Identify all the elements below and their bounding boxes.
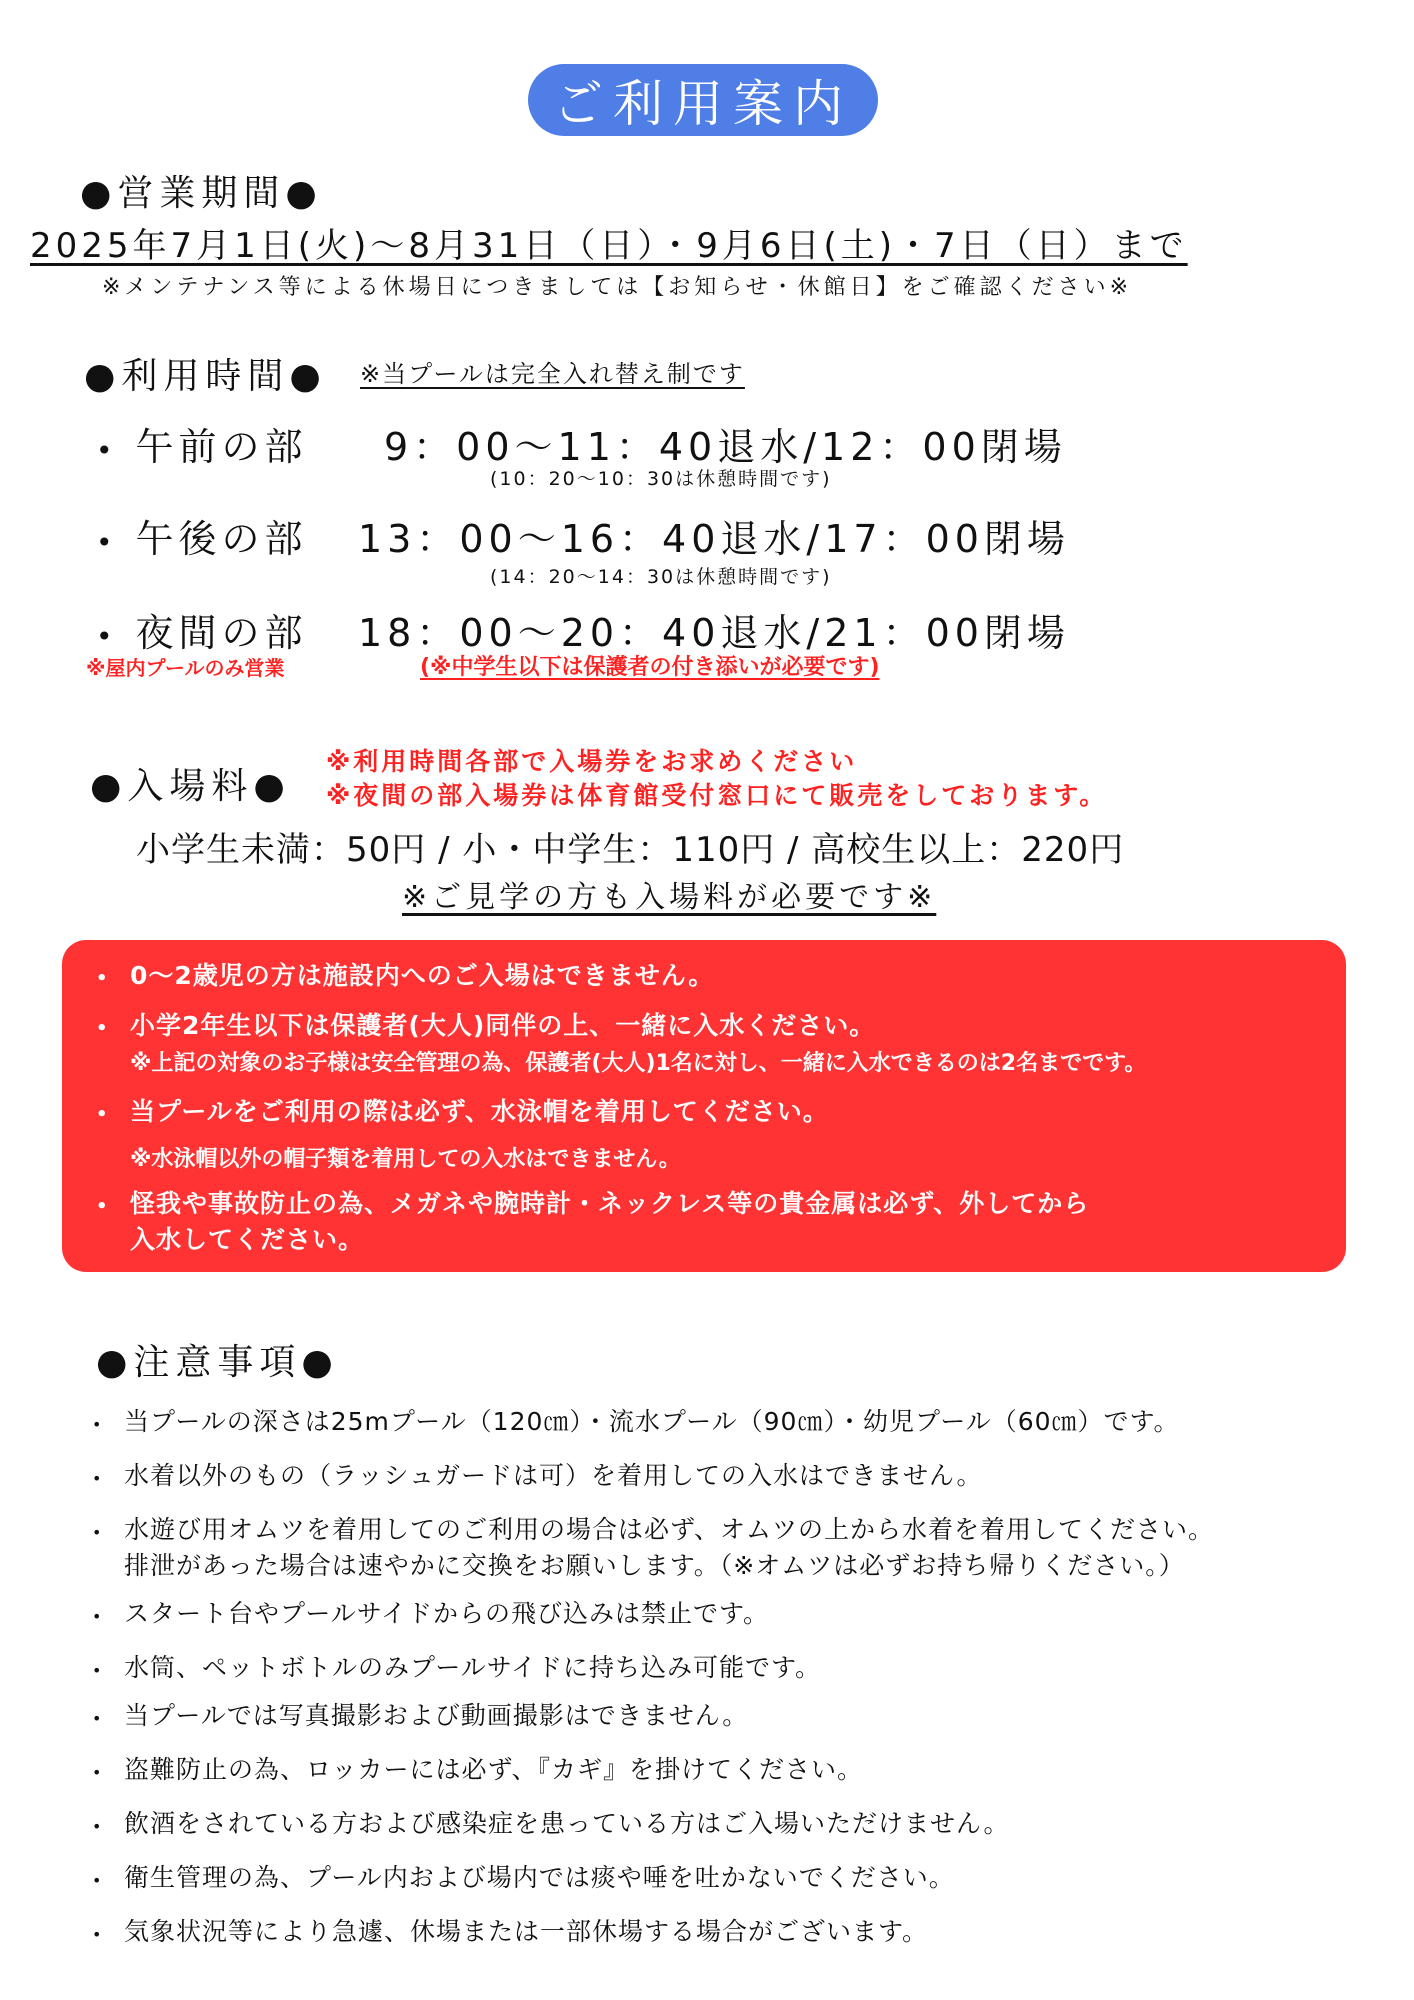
cautions-heading: ●注意事項● [96,1342,339,1383]
session-night [96,602,308,657]
period-heading: ●営業期間● [80,173,323,214]
caution-item: • 当プールの深さは25mプール（120㎝）・流水プール（90㎝）・幼児プール（60㎝）です。 [92,1407,1180,1436]
session-name: 夜間の部 [135,611,308,655]
bullet-icon: • [96,526,118,559]
bullet-icon: • [92,1607,103,1626]
session-break: (10：20～10：30は休憩時間です) [490,468,832,490]
bullet-icon: • [92,1709,103,1728]
bullet-icon: • [96,1104,109,1125]
bullet-icon: • [92,1469,103,1488]
caution-item: • 気象状況等により急遽、休場または一部休場する場合がございます。 [92,1917,929,1946]
bullet-icon: • [96,620,118,653]
session-name: 午後の部 [135,517,308,561]
session-time: 9：00～11：40退水/12：00閉場 [384,425,1067,469]
bullet-icon: • [92,1763,103,1782]
session-afternoon [96,508,308,563]
hours-heading: ●利用時間● [84,356,327,397]
warning-box [62,940,1346,1272]
caution-item: • 盗難防止の為、ロッカーには必ず、『カギ』を掛けてください。 [92,1755,864,1784]
hours-note: ※当プールは完全入れ替え制です [360,360,745,388]
warning-item-cont: 入水してください。 [130,1225,365,1254]
session-name: 午前の部 [135,425,308,469]
bullet-icon: • [96,968,109,989]
fees-red-note-1: ※利用時間各部で入場券をお求めください [326,747,858,776]
fees-heading: ●入場料● [90,766,291,807]
warning-item: • 小学2年生以下は保護者(大人)同伴の上、一緒に入水ください。 [96,1011,876,1040]
period-dates: 2025年7月1日(火)～8月31日（日）・9月6日(土)・7日（日）まで [30,226,1188,266]
warning-item: • 当プールをご利用の際は必ず、水泳帽を着用してください。 [96,1097,829,1126]
warning-subnote: ※水泳帽以外の帽子類を着用しての入水はできません。 [130,1147,681,1172]
caution-item: • スタート台やプールサイドからの飛び込みは禁止です。 [92,1599,770,1628]
fees-note: ※ご見学の方も入場料が必要です※ [402,880,937,915]
bullet-icon: • [96,434,118,467]
session-morning [96,416,308,471]
bullet-icon: • [92,1415,103,1434]
session-break: (14：20～14：30は休憩時間です) [490,566,832,588]
night-guardian-note: (※中学生以下は保護者の付き添いが必要です) [420,655,880,680]
caution-item: • 飲酒をされている方および感染症を患っている方はご入場いただけません。 [92,1809,1010,1838]
bullet-icon: • [96,1196,109,1217]
caution-item: • 水遊び用オムツを着用してのご利用の場合は必ず、オムツの上から水着を着用してください。 [92,1515,1215,1544]
bullet-icon: • [92,1871,103,1890]
page-title: ご利用案内 [528,64,878,136]
bullet-icon: • [92,1523,103,1542]
bullet-icon: • [92,1661,103,1680]
session-time: 18：00～20：40退水/21：00閉場 [358,611,1070,655]
period-note: ※メンテナンス等による休場日につきましては【お知らせ・休館日】をご確認ください※ [102,275,1133,300]
bullet-icon: • [92,1925,103,1944]
session-time: 13：00～16：40退水/17：00閉場 [358,517,1070,561]
warning-item: • 怪我や事故防止の為、メガネや腕時計・ネックレス等の貴金属は必ず、外してから [96,1189,1090,1218]
fees-red-note-2: ※夜間の部入場券は体育館受付窓口にて販売をしております。 [326,781,1108,810]
caution-item-cont: 排泄があった場合は速やかに交換をお願いします。（※オムツは必ずお持ち帰りください。） [124,1551,1185,1580]
night-indoor-note: ※屋内プールのみ営業 [86,656,285,680]
warning-subnote: ※上記の対象のお子様は安全管理の為、保護者(大人)1名に対し、一緒に入水できるのは2名までです。 [130,1051,1147,1076]
bullet-icon: • [92,1817,103,1836]
caution-item: • 水筒、ペットボトルのみプールサイドに持ち込み可能です。 [92,1653,822,1682]
caution-item: • 衛生管理の為、プール内および場内では痰や唾を吐かないでください。 [92,1863,955,1892]
bullet-icon: • [96,1018,109,1039]
caution-item: • 水着以外のもの（ラッシュガードは可）を着用しての入水はできません。 [92,1461,983,1490]
warning-item: • 0～2歳児の方は施設内へのご入場はできません。 [96,961,715,990]
fees-prices: 小学生未満：50円 / 小・中学生：110円 / 高校生以上：220円 [136,830,1125,870]
caution-item: • 当プールでは写真撮影および動画撮影はできません。 [92,1701,749,1730]
